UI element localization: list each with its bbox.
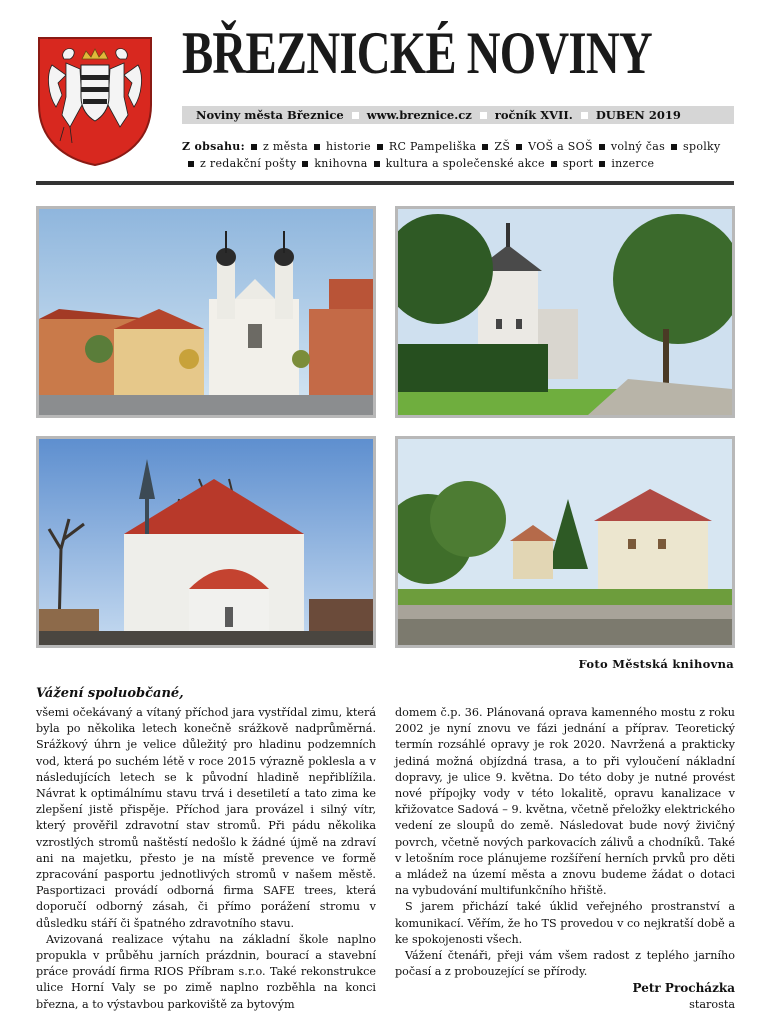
- bullet-square-icon: [314, 144, 320, 150]
- photo-houses-riverside: [395, 436, 735, 648]
- contents-item: spolky: [683, 140, 721, 153]
- letter-paragraph: S jarem přichází také úklid veřejného prostranství a komunikací. Věřím, že ho TS provedou v co nejkratší době a ke spokojenosti všech.: [395, 900, 735, 946]
- bullet-square-icon: [516, 144, 522, 150]
- contents-item: historie: [325, 140, 371, 153]
- bullet-square-icon: [599, 161, 605, 167]
- contents-item: z města: [262, 140, 308, 153]
- letter-paragraph: domem č.p. 36. Plánovaná oprava kamenného mostu z roku 2002 je nyní znovu ve fázi jednání a příprav. Teoretický termín rozsáhlé opravy je rok 2020. Navržená a prakticky jediná možná objízdná trasa, a to při vyloučení nákladní dopravy, je ulice 9. května. Do této doby je nutné provést nové přípojky vody v této lokalitě, opravu kanalizace v křižovatce Sadová – 9. května, včetně přeložky elektrického vedení ze sloupů do země. Následovat bude nový živičný povrch, včetně nových parkovacích zálivů a chodníků. Také v letošním roce plánujeme rozšíření herních prvků pro děti a mládež na území města a znovu budeme žádat o dotaci na vybudování multifunkčního hřiště.: [395, 706, 735, 898]
- letter-column-right: [395, 705, 735, 1013]
- contents-item: z redakční pošty: [200, 157, 297, 170]
- contents-list: [182, 138, 742, 172]
- masthead-subtitle-bar: [182, 106, 734, 124]
- letter-paragraph: všemi očekávaný a vítaný příchod jara vystřídal zimu, která byla po několika letech konečně srážkově nadprůměrná. Srážkový úhrn je velice důležitý pro hladinu podzemních vod, která po suchém létě v roce 2015 výrazně poklesla a v následujících letech se k původní hladině nepřiblížila. Návrat k optimálnímu stavu trvá i desetiletí a tato zima ke zlepšení jistě přispěje. Příchod jara provázel i silný vítr, který prověřil zdravotní stav stromů. Při pádu několika vzrostlých stromů naštěstí nedošlo k žádné újmě na zdraví ani na majetku, přesto je na místě prevence ve formě zpracování pasportu jednotlivých stromů v našem městě. Pasportizaci provádí odborná firma SAFE trees, která doporučí odborný zásah, či přímo porážení stromu v důsledku stáří či špatného zdravotního stavu.: [36, 706, 376, 930]
- bullet-square-icon: [377, 144, 383, 150]
- separator-square-icon: [352, 112, 359, 119]
- contents-item: knihovna: [314, 157, 368, 170]
- bullet-square-icon: [482, 144, 488, 150]
- bullet-square-icon: [188, 161, 194, 167]
- contents-item: ZŠ: [494, 140, 511, 153]
- contents-item: RC Pampeliška: [388, 140, 477, 153]
- subtitle-volume: ročník XVII.: [494, 108, 573, 122]
- coat-of-arms-logo: [36, 35, 154, 167]
- contents-label: Z obsahu:: [182, 140, 245, 153]
- separator-square-icon: [581, 112, 588, 119]
- newspaper-title: BŘEZNICKÉ NOVINY: [182, 20, 652, 86]
- signature-name: Petr Procházka: [632, 981, 735, 996]
- bullet-square-icon: [251, 144, 257, 150]
- bullet-square-icon: [599, 144, 605, 150]
- subtitle-town: Noviny města Březnice: [196, 108, 344, 122]
- letter-greeting: Vážení spoluobčané,: [36, 686, 184, 701]
- masthead-divider: [36, 181, 734, 185]
- letter-paragraph: Vážení čtenáři, přeji vám všem radost z teplého jarního počasí a z probouzející se přírody.: [395, 949, 735, 979]
- separator-square-icon: [480, 112, 487, 119]
- contents-item: sport: [562, 157, 594, 170]
- contents-item: VOŠ a SOŠ: [528, 140, 593, 153]
- letter-paragraph: Avizovaná realizace výtahu na základní škole naplno propukla v průběhu jarních prázdnin, bourací a stavební práce provádí firma RIOS Příbram s.r.o. Také rekonstrukce ulice Horní Valy se po zimě naplno rozběhla na konci března, a to výstavbou parkoviště za bytovým: [36, 932, 376, 1011]
- photo-credit: Foto Městská knihovna: [578, 657, 734, 671]
- signature-role: starosta: [689, 997, 735, 1011]
- contents-item: inzerce: [611, 157, 655, 170]
- photo-chapel-cemetery: [36, 436, 376, 648]
- contents-item: volný čas: [610, 140, 666, 153]
- bullet-square-icon: [551, 161, 557, 167]
- contents-item: kultura a společenské akce: [385, 157, 545, 170]
- bullet-square-icon: [374, 161, 380, 167]
- subtitle-issue-date: DUBEN 2019: [595, 108, 681, 122]
- bullet-square-icon: [671, 144, 677, 150]
- bullet-square-icon: [302, 161, 308, 167]
- subtitle-website: www.breznice.cz: [366, 108, 472, 122]
- letter-column-left: [36, 705, 376, 1013]
- photo-church-square: [36, 206, 376, 418]
- photo-castle-tower: [395, 206, 735, 418]
